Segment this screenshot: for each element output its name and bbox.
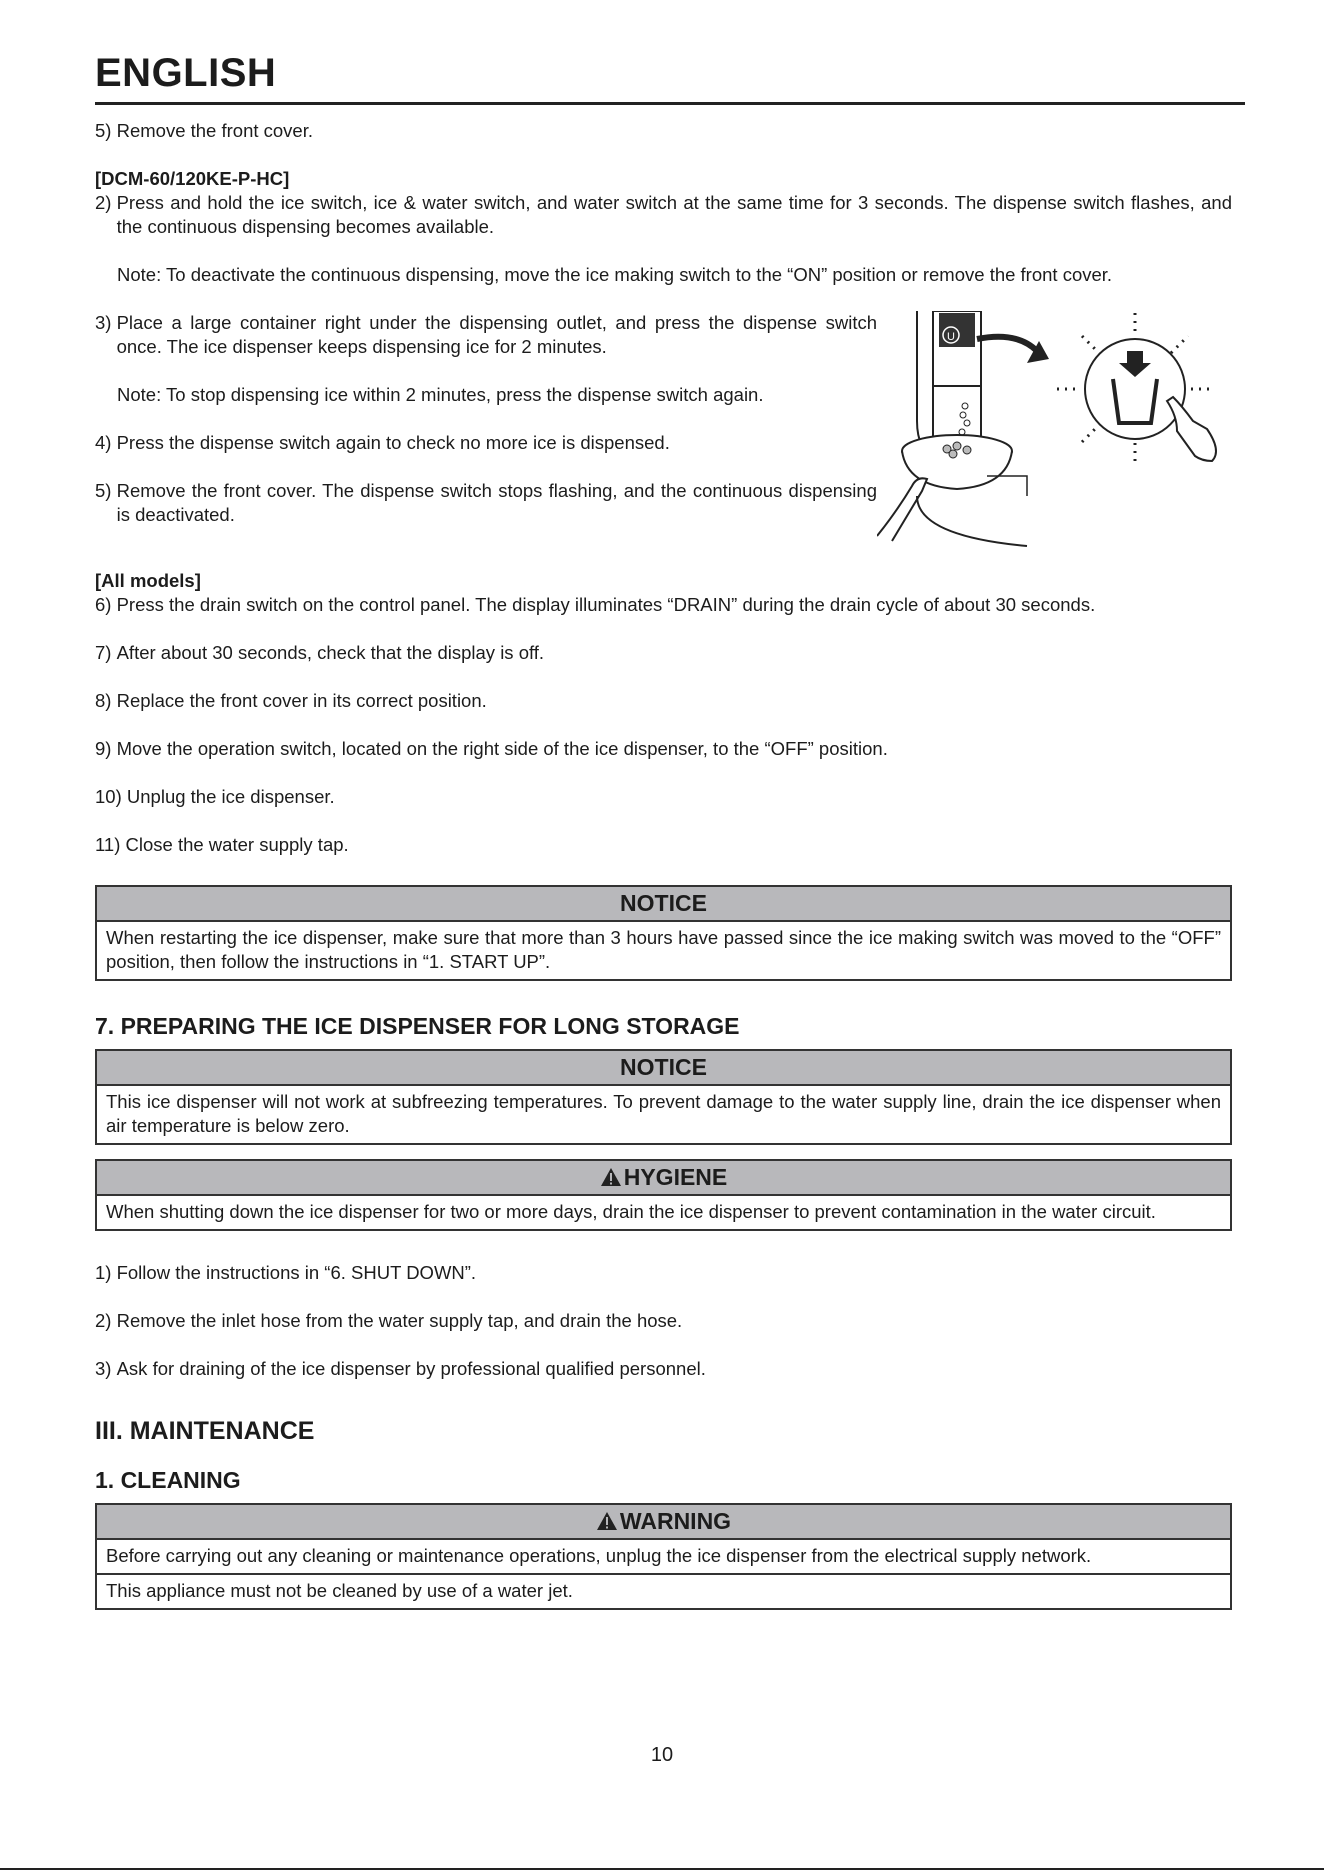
shutdown-step-4 (95, 431, 877, 455)
step-text: Remove the front cover. The dispense switch stops flashing, and the continuous dispensing is deactivated. (116, 480, 877, 525)
step-number: 5) (95, 120, 117, 141)
shutdown-step-5 (95, 479, 877, 527)
hygiene-title-row (97, 1161, 1230, 1196)
step-text: Ask for draining of the ice dispenser by professional qualified personnel. (116, 1358, 706, 1379)
step-number: 2) (95, 192, 117, 213)
step-number: 6) (95, 594, 117, 615)
step-number: 10) (95, 786, 127, 807)
step-number: 3) (95, 1358, 117, 1379)
hygiene-box (95, 1159, 1232, 1231)
step-text: Press the drain switch on the control panel. The display illuminates “DRAIN” during the drain cycle of about 30 seconds. (116, 594, 1096, 615)
notice-body: When restarting the ice dispenser, make sure that more than 3 hours have passed since the ice making switch was moved to the “OFF” position, then follow the instructions in “1. START UP”. (106, 927, 1221, 972)
note-stop: Note: To stop dispensing ice within 2 minutes, press the dispense switch again. (117, 384, 764, 405)
step-number: 8) (95, 690, 117, 711)
step-text: Remove the inlet hose from the water supply tap, and drain the hose. (116, 1310, 683, 1331)
step-text: Move the operation switch, located on the right side of the ice dispenser, to the “OFF” position. (116, 738, 888, 759)
step-number: 9) (95, 738, 117, 759)
hygiene-body: When shutting down the ice dispenser for two or more days, drain the ice dispenser to prevent contamination in the water circuit. (106, 1201, 1156, 1222)
step-number: 4) (95, 432, 117, 453)
step-text: Close the water supply tap. (125, 834, 349, 855)
dispense-illustration-icon (877, 311, 1232, 561)
all-models-label: [All models] (95, 570, 201, 591)
step-text: Remove the front cover. (116, 120, 313, 141)
warning-line-1: Before carrying out any cleaning or maintenance operations, unplug the ice dispenser from the electrical supply network. (106, 1545, 1092, 1566)
notice-title: NOTICE (97, 1051, 1230, 1086)
shutdown-step-5-top (95, 119, 1232, 143)
bottom-divider (0, 1868, 1324, 1870)
notice-body: This ice dispenser will not work at subfreezing temperatures. To prevent damage to the water supply line, drain the ice dispenser when air temperature is below zero. (106, 1091, 1221, 1136)
notice-storage-box (95, 1049, 1232, 1145)
shutdown-step-8 (95, 689, 1232, 713)
page-content (95, 119, 1232, 1624)
step-text: Place a large container right under the dispensing outlet, and press the dispense switch once. The ice dispenser keeps dispensing ice for 2 minutes. (116, 312, 877, 357)
page-header (95, 50, 1245, 105)
step-number: 5) (95, 480, 117, 501)
storage-step-2 (95, 1309, 1232, 1333)
step-text: Press the dispense switch again to check no more ice is dispensed. (116, 432, 670, 453)
notice-restart-box (95, 885, 1232, 981)
note-deactivate: Note: To deactivate the continuous dispensing, move the ice making switch to the “ON” position or remove the front cover. (117, 264, 1113, 285)
dispense-illustration (877, 311, 1232, 567)
warning-line-2: This appliance must not be cleaned by use of a water jet. (97, 1573, 1230, 1608)
step-text: Unplug the ice dispenser. (126, 786, 335, 807)
step-text: Press and hold the ice switch, ice & water switch, and water switch at the same time for 3 seconds. The dispense switch flashes, and the continuous dispensing becomes available. (116, 192, 1232, 237)
step-text: After about 30 seconds, check that the display is off. (116, 642, 545, 663)
shutdown-step-7 (95, 641, 1232, 665)
maintenance-title: III. MAINTENANCE (95, 1417, 315, 1445)
language-title: ENGLISH (95, 51, 277, 95)
model-label: [DCM-60/120KE-P-HC] (95, 168, 290, 189)
shutdown-step-2 (95, 191, 1232, 239)
step-number: 2) (95, 1310, 117, 1331)
page-number: 10 (650, 1744, 674, 1766)
hygiene-title: HYGIENE (623, 1164, 728, 1190)
storage-step-1 (95, 1261, 1232, 1285)
cleaning-title: 1. CLEANING (95, 1467, 241, 1493)
step-number: 3) (95, 312, 117, 333)
warning-box (95, 1503, 1232, 1610)
shutdown-step-9 (95, 737, 1232, 761)
shutdown-step-10 (95, 785, 1232, 809)
warning-triangle-icon (596, 1511, 618, 1531)
svg-text:U: U (947, 331, 955, 343)
notice-title: NOTICE (97, 887, 1230, 922)
storage-step-3 (95, 1357, 1232, 1381)
shutdown-step-6 (95, 593, 1232, 617)
warning-title: WARNING (619, 1508, 732, 1534)
warning-title-row (97, 1505, 1230, 1540)
step-text: Follow the instructions in “6. SHUT DOWN”. (116, 1262, 477, 1283)
step-number: 1) (95, 1262, 117, 1283)
section-title-storage: 7. PREPARING THE ICE DISPENSER FOR LONG STORAGE (95, 1013, 740, 1039)
steps-with-figure (95, 311, 1232, 567)
step-text: Replace the front cover in its correct position. (116, 690, 487, 711)
shutdown-step-11 (95, 833, 1232, 857)
shutdown-step-3 (95, 311, 877, 359)
step-number: 7) (95, 642, 117, 663)
step-number: 11) (95, 834, 126, 855)
warning-triangle-icon (600, 1167, 622, 1187)
